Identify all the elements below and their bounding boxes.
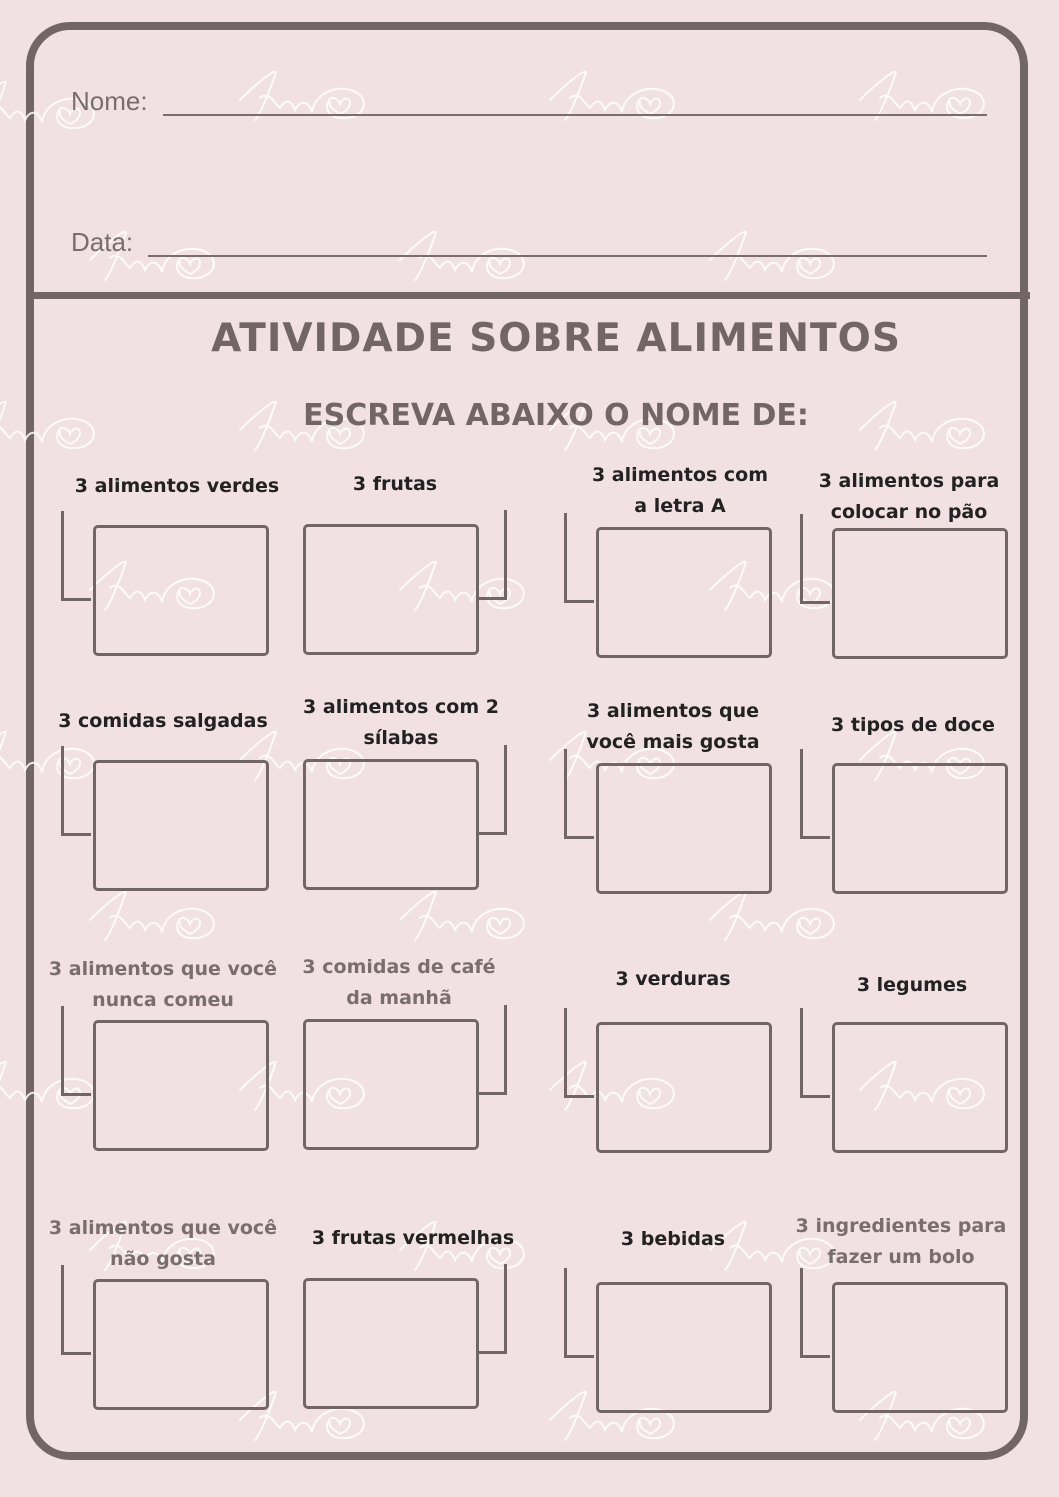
cell-10-label: 3 comidas de café da manhã: [302, 956, 496, 1009]
cell-14-answer-box[interactable]: [303, 1278, 479, 1409]
cell-16-label: 3 ingredientes para fazer um bolo: [795, 1215, 1007, 1268]
cell-9-answer-box[interactable]: [93, 1020, 269, 1151]
name-label: Nome:: [71, 86, 148, 116]
cell-4-label: 3 alimentos para colocar no pão: [818, 470, 1000, 523]
cell-5-bracket: [61, 746, 91, 836]
cell-16-bracket: [800, 1268, 830, 1358]
cell-16-answer-box[interactable]: [832, 1282, 1008, 1413]
name-input-line[interactable]: [163, 114, 987, 116]
cell-9-label: 3 alimentos que você nunca comeu: [48, 958, 278, 1011]
cell-11-answer-box[interactable]: [596, 1022, 772, 1153]
cell-14-bracket: [477, 1264, 507, 1354]
cell-6-label: 3 alimentos com 2 sílabas: [303, 696, 499, 749]
watermark-logo-icon: [230, 60, 380, 130]
cell-8-bracket: [800, 749, 830, 839]
cell-12-label: 3 legumes: [856, 974, 968, 996]
cell-12-answer-box[interactable]: [832, 1022, 1008, 1153]
cell-5-answer-box[interactable]: [93, 760, 269, 891]
cell-15-bracket: [564, 1268, 594, 1358]
worksheet-instructions: ESCREVA ABAIXO O NOME DE:: [303, 398, 809, 433]
header-divider: [30, 292, 1030, 299]
cell-6-bracket: [477, 745, 507, 835]
cell-6-answer-box[interactable]: [303, 759, 479, 890]
cell-1-answer-box[interactable]: [93, 525, 269, 656]
cell-7-bracket: [564, 749, 594, 839]
cell-2-label: 3 frutas: [352, 473, 438, 495]
cell-10-answer-box[interactable]: [303, 1019, 479, 1150]
cell-13-label: 3 alimentos que você não gosta: [48, 1217, 278, 1270]
cell-3-bracket: [564, 513, 594, 603]
cell-8-label: 3 tipos de doce: [831, 714, 995, 736]
cell-11-label: 3 verduras: [615, 968, 731, 990]
cell-1-bracket: [61, 511, 91, 601]
cell-4-answer-box[interactable]: [832, 528, 1008, 659]
cell-15-answer-box[interactable]: [596, 1282, 772, 1413]
cell-7-label: 3 alimentos que você mais gosta: [586, 700, 760, 753]
cell-9-bracket: [61, 1006, 91, 1096]
cell-1-label: 3 alimentos verdes: [74, 475, 280, 497]
cell-12-bracket: [800, 1008, 830, 1098]
cell-2-bracket: [477, 510, 507, 600]
cell-14-label: 3 frutas vermelhas: [311, 1227, 515, 1249]
cell-13-bracket: [61, 1265, 91, 1355]
cell-15-label: 3 bebidas: [620, 1228, 726, 1250]
cell-13-answer-box[interactable]: [93, 1279, 269, 1410]
cell-3-label: 3 alimentos com a letra A: [591, 464, 769, 517]
watermark-logo-icon: [390, 880, 540, 950]
cell-5-label: 3 comidas salgadas: [58, 710, 268, 732]
watermark-logo-icon: [540, 60, 690, 130]
cell-4-bracket: [800, 514, 830, 604]
cell-7-answer-box[interactable]: [596, 763, 772, 894]
date-label: Data:: [71, 227, 134, 257]
cell-10-bracket: [477, 1005, 507, 1095]
cell-3-answer-box[interactable]: [596, 527, 772, 658]
cell-11-bracket: [564, 1008, 594, 1098]
cell-8-answer-box[interactable]: [832, 763, 1008, 894]
worksheet-title: ATIVIDADE SOBRE ALIMENTOS: [211, 316, 901, 361]
date-input-line[interactable]: [148, 255, 987, 257]
watermark-logo-icon: [850, 60, 1000, 130]
cell-2-answer-box[interactable]: [303, 524, 479, 655]
